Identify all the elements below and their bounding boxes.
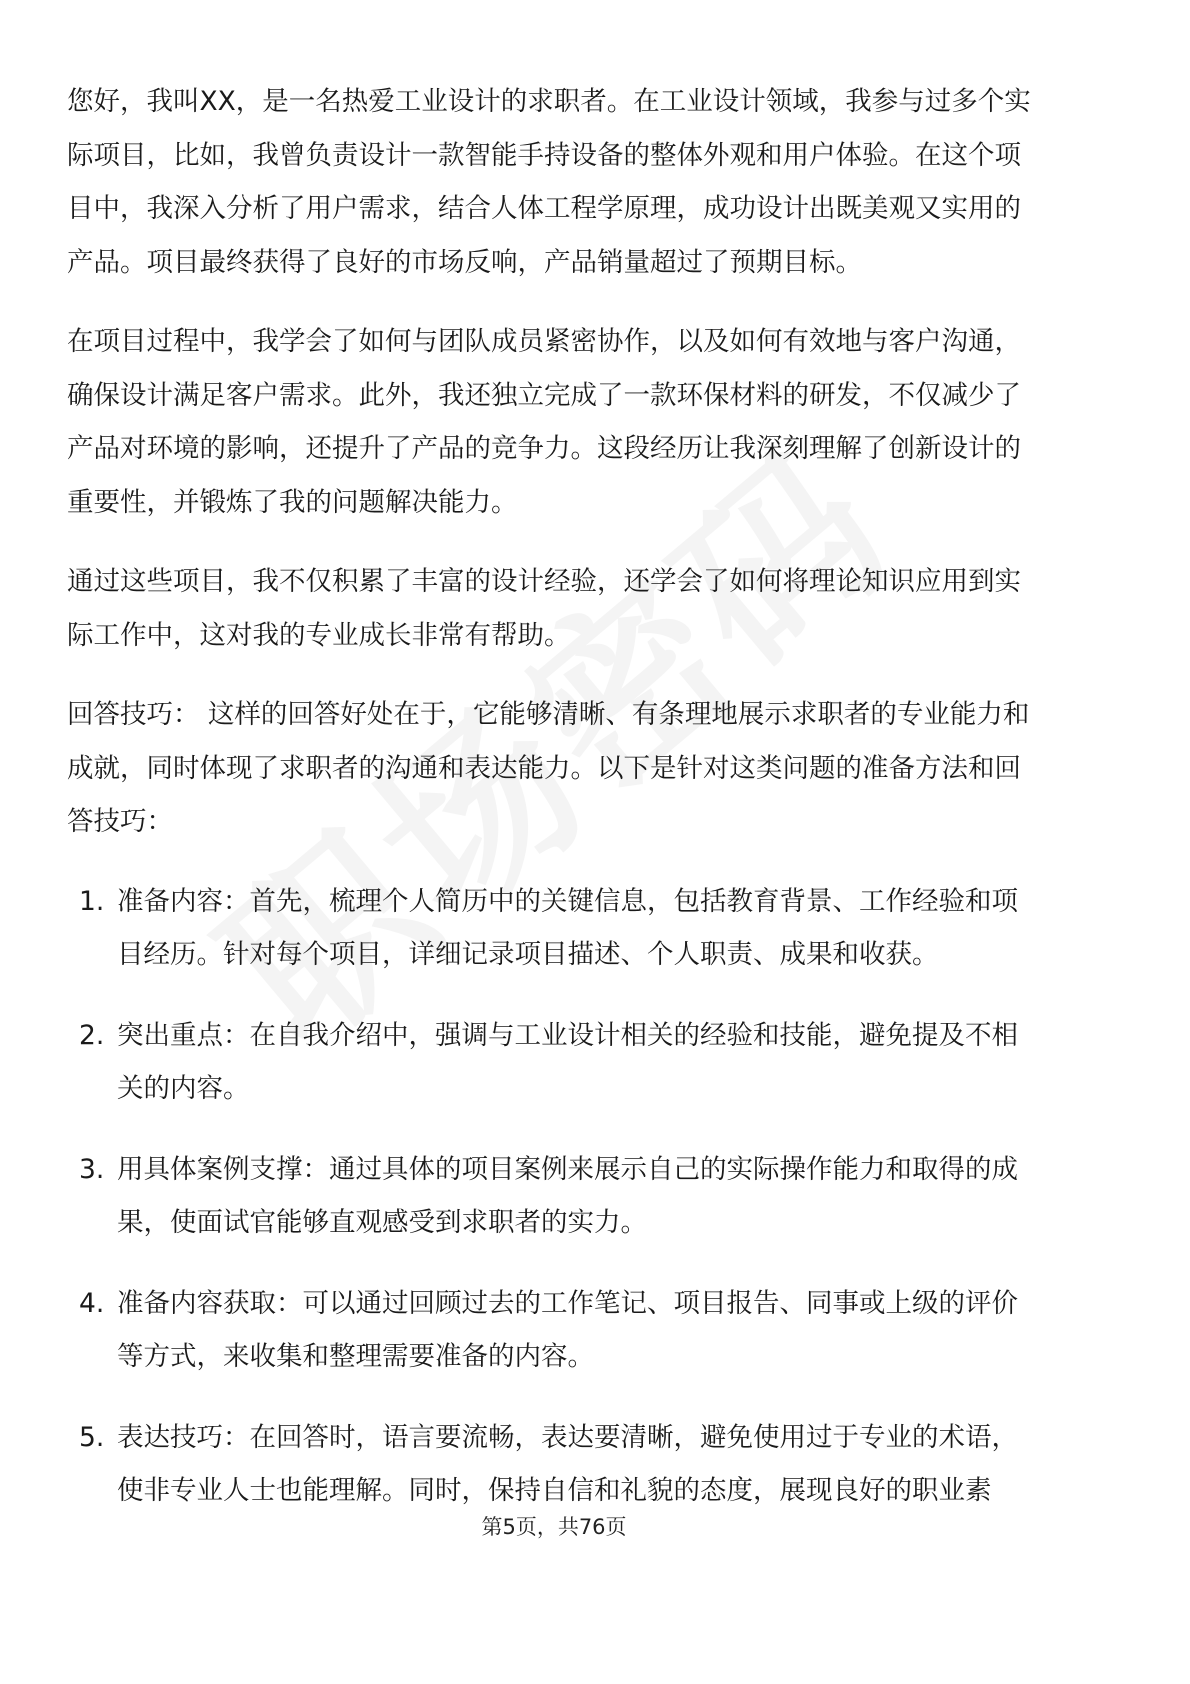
list-item-number: 2. [79,1019,105,1051]
tips-list [67,875,1042,1518]
summary-paragraph: 通过这些项目，我不仅积累了丰富的设计经验，还学会了如何将理论知识应用到实际工作中，这对我的专业成长非常有帮助。 [67,566,1021,651]
list-item-number: 5. [79,1421,105,1453]
experience-paragraph: 在项目过程中，我学会了如何与团队成员紧密协作，以及如何有效地与客户沟通，确保设计满足客户需求。此外，我还独立完成了一款环保材料的研发，不仅减少了产品对环境的影响，还提升了产品的竞争力。这段经历让我深刻理解了创新设计的重要性，并锻炼了我的问题解决能力。 [67,326,1021,518]
answer-tips-paragraph: 回答技巧： 这样的回答好处在于，它能够清晰、有条理地展示求职者的专业能力和成就，同时体现了求职者的沟通和表达能力。以下是针对这类问题的准备方法和回答技巧： [67,699,1030,837]
list-item [67,1009,1042,1116]
list-item-text: 准备内容获取：可以通过回顾过去的工作笔记、项目报告、同事或上级的评价等方式，来收集和整理需要准备的内容。 [117,1287,1018,1372]
document-body [67,75,1042,1545]
list-item-text: 用具体案例支撑：通过具体的项目案例来展示自己的实际操作能力和取得的成果，使面试官能够直观感受到求职者的实力。 [117,1153,1018,1238]
page-number-footer: 第5页，共76页 [481,1515,627,1539]
list-item-text: 准备内容：首先，梳理个人简历中的关键信息，包括教育背景、工作经验和项目经历。针对每个项目，详细记录项目描述、个人职责、成果和收获。 [117,885,1018,970]
list-item-number: 4. [79,1287,105,1319]
list-item-text: 表达技巧：在回答时，语言要流畅，表达要清晰，避免使用过于专业的术语，使非专业人士也能理解。同时，保持自信和礼貌的态度，展现良好的职业素 [117,1421,1018,1506]
intro-paragraph: 您好，我叫XX，是一名热爱工业设计的求职者。在工业设计领域，我参与过多个实际项目，比如，我曾负责设计一款智能手持设备的整体外观和用户体验。在这个项目中，我深入分析了用户需求，结合人体工程学原理，成功设计出既美观又实用的产品。项目最终获得了良好的市场反响，产品销量超过了预期目标。 [67,86,1031,278]
list-item [67,1277,1042,1384]
list-item [67,1143,1042,1250]
list-item-number: 1. [79,885,105,917]
list-item [67,875,1042,982]
list-item-number: 3. [79,1153,105,1185]
list-item-text: 突出重点：在自我介绍中，强调与工业设计相关的经验和技能，避免提及不相关的内容。 [117,1019,1018,1104]
list-item [67,1411,1042,1518]
